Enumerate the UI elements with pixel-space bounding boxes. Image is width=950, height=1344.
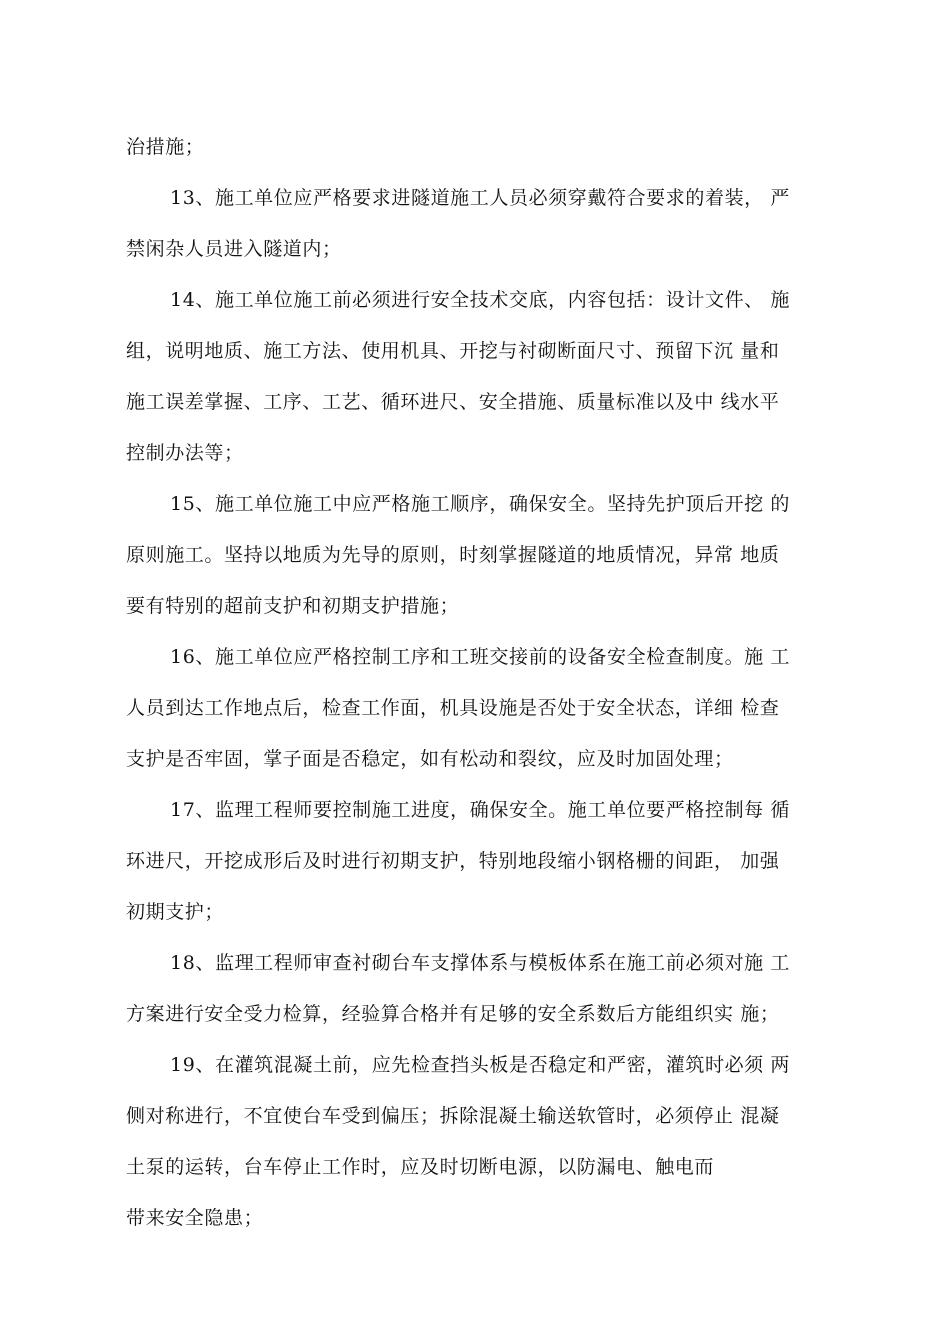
paragraph-14-line-1: 14、施工单位施工前必须进行安全技术交底，内容包括：设计文件、 施 — [170, 289, 791, 311]
paragraph-14-line-2: 组，说明地质、施工方法、使用机具、开挖与衬砌断面尺寸、预留下沉 量和 — [126, 340, 780, 362]
paragraph-15-line-2: 原则施工。坚持以地质为先导的原则，时刻掌握隧道的地质情况，异常 地质 — [126, 544, 780, 566]
paragraph-15-line-1: 15、施工单位施工中应严格施工顺序，确保安全。坚持先护顶后开挖 的 — [170, 493, 791, 515]
paragraph-16-line-3: 支护是否牢固，掌子面是否稳定，如有松动和裂纹，应及时加固处理； — [126, 748, 734, 770]
paragraph-16-line-1: 16、施工单位应严格控制工序和工班交接前的设备安全检查制度。施 工 — [170, 646, 791, 668]
paragraph-16-line-2: 人员到达工作地点后，检查工作面，机具设施是否处于安全状态，详细 检查 — [126, 697, 780, 719]
paragraph-18-line-1: 18、监理工程师审查衬砌台车支撑体系与模板体系在施工前必须对施 工 — [170, 952, 791, 974]
paragraph-18-line-2: 方案进行安全受力检算，经验算合格并有足够的安全系数后方能组织实 施； — [126, 1003, 780, 1025]
paragraph-19-line-2: 侧对称进行，不宜使台车受到偏压；拆除混凝土输送软管时，必须停止 混凝 — [126, 1105, 780, 1127]
paragraph-14-line-3: 施工误差掌握、工序、工艺、循环进尺、安全措施、质量标准以及中 线水平 — [126, 391, 780, 413]
paragraph-13-line-1: 13、施工单位应严格要求进隧道施工人员必须穿戴符合要求的着装， 严 — [170, 187, 791, 209]
paragraph-13-line-2: 禁闲杂人员进入隧道内； — [126, 238, 342, 260]
text-line: 治措施； — [126, 136, 205, 158]
paragraph-15-line-3: 要有特别的超前支护和初期支护措施； — [126, 595, 460, 617]
paragraph-14-line-4: 控制办法等； — [126, 442, 244, 464]
paragraph-17-line-2: 环进尺，开挖成形后及时进行初期支护，特别地段缩小钢格栅的间距， 加强 — [126, 850, 780, 872]
paragraph-19-line-1: 19、在灌筑混凝土前，应先检查挡头板是否稳定和严密，灌筑时必须 两 — [170, 1054, 791, 1076]
paragraph-17-line-3: 初期支护； — [126, 901, 225, 923]
paragraph-19-line-3: 土泵的运转，台车停止工作时，应及时切断电源，以防漏电、触电而 — [126, 1156, 715, 1178]
paragraph-19-line-4: 带来安全隐患； — [126, 1207, 264, 1229]
paragraph-17-line-1: 17、监理工程师要控制施工进度，确保安全。施工单位要严格控制每 循 — [170, 799, 791, 821]
